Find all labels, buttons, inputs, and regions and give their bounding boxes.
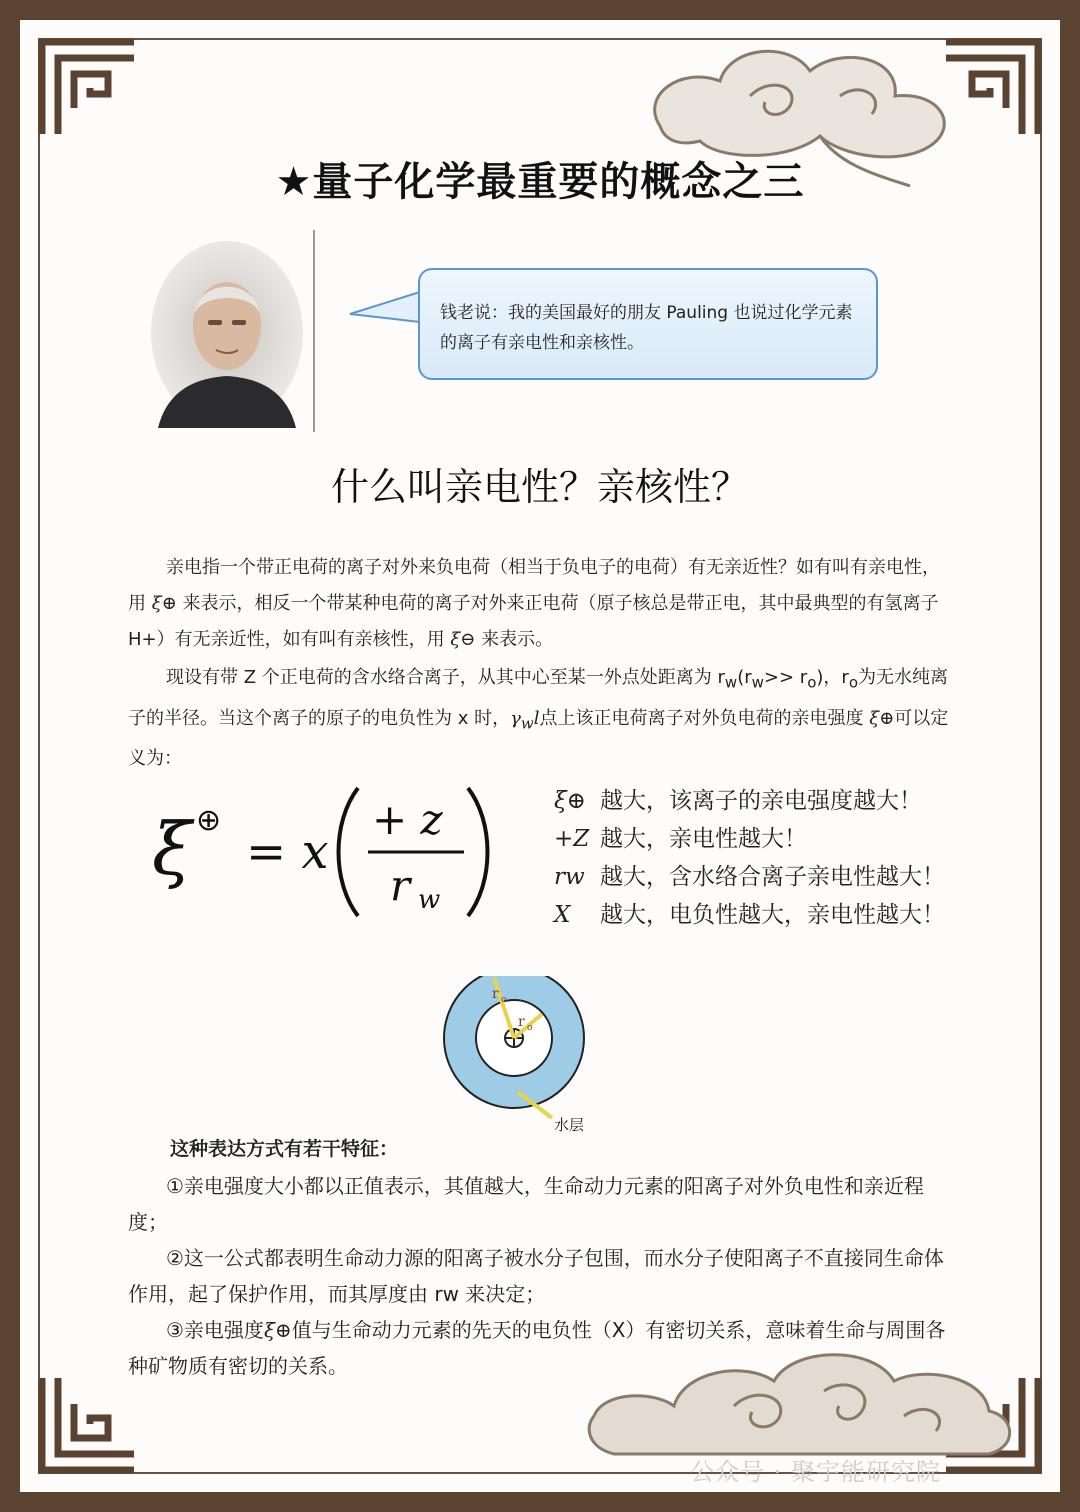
feature-2: ②这一公式都表明生命动力源的阳离子被水分子包围，而水分子使阳离子不直接同生命体作用，起了保护作用，而其厚度由 rw 来决定； — [128, 1246, 944, 1306]
inner-radius-label: r — [518, 1014, 525, 1030]
note-row — [554, 858, 945, 896]
note-key: ξ⊕ — [554, 788, 586, 814]
l-symbol: l — [533, 707, 540, 729]
water-layer-label: 水层 — [554, 1116, 585, 1134]
note-key: X — [554, 902, 571, 928]
outer-radius-sub: o — [501, 995, 507, 1005]
feature-1: ①亲电强度大小都以正值表示，其值越大，生命动力元素的阳离子对外负电性和亲近程度； — [128, 1174, 924, 1234]
paragraph-definition — [128, 550, 954, 658]
hydration-shell-diagram — [430, 976, 620, 1136]
divider-line — [313, 230, 315, 432]
corner-ornament-bl — [38, 1374, 138, 1474]
sub-o-2: o — [848, 673, 859, 692]
formula-denominator: r — [390, 861, 411, 910]
inner-radius-sub: o — [527, 1023, 533, 1033]
feature-3-xi: ξ⊕ — [263, 1318, 292, 1342]
outer-radius-label: r — [492, 986, 499, 1002]
sub-w-3: w — [520, 714, 534, 733]
speech-bubble — [418, 268, 878, 380]
para1-text-a: 亲电指一个带正电荷的离子对外来负电荷（相当于负电子的电荷）有无亲近性？如有叫有亲电性，用 — [128, 557, 940, 614]
para2-text-c: >> r — [763, 667, 808, 688]
feature-3-text-a: ③亲电强度 — [166, 1318, 264, 1342]
para2-text-a: 现设有带 Z 个正电荷的含水络合离子，从其中心至某一外点处距离为 r — [166, 667, 725, 688]
left-paren — [339, 788, 359, 916]
note-row — [554, 782, 945, 820]
para2-text-d: )，r — [816, 667, 849, 688]
formula-xi: ξ — [152, 807, 192, 891]
speech-text: 钱老说：我的美国最好的朋友 Pauling 也说过化学元素的离子有亲电性和亲核性。 — [440, 303, 853, 353]
note-row — [554, 820, 945, 858]
sub-w-2: w — [751, 673, 764, 692]
para2-text-f: 点上该正电荷离子对外负电荷的亲电强度 — [539, 707, 864, 729]
feature-3-text-b: 值与生命动力元素的先天的电负性（X）有密切关系，意味着生命与周围各种矿物质有密切的关系。 — [128, 1318, 946, 1378]
xi-minus-symbol: ξ⊖ — [450, 629, 476, 650]
note-key: +Z — [554, 826, 590, 852]
speech-tail — [348, 288, 424, 332]
formula-eq: = x — [246, 824, 329, 880]
gamma-symbol: γ — [510, 707, 521, 729]
formula-electrophilicity — [150, 782, 510, 922]
para2-text-b: (r — [737, 667, 752, 688]
portrait-photo — [148, 238, 306, 428]
sub-o: o — [807, 673, 817, 692]
corner-ornament-tl — [38, 38, 138, 138]
note-row — [554, 896, 945, 934]
xi-plus-symbol-2: ξ⊕ — [869, 707, 895, 729]
right-paren — [468, 788, 488, 916]
feature-3 — [128, 1312, 954, 1384]
para1-text-c: 来表示。 — [481, 629, 554, 650]
section-heading: 什么叫亲电性？亲核性？ — [330, 465, 749, 509]
note-key: rw — [554, 864, 585, 890]
note-text: 越大，电负性越大，亲电性越大！ — [600, 902, 945, 928]
note-text: 越大，该离子的亲电强度越大！ — [600, 788, 922, 814]
features-heading: 这种表达方式有若干特征： — [170, 1138, 399, 1160]
formula-numerator: + z — [372, 795, 443, 844]
watermark: 公众号 · 聚宇能研究院 — [690, 1458, 941, 1486]
note-text: 越大，含水络合离子亲电性越大！ — [600, 864, 945, 890]
para1-text-b: 来表示，相反一个带某种电荷的离子对外来正电荷（原子核总是带正电，其中最典型的有氢离子 H+）有无亲近性，如有叫有亲核性，用 — [128, 593, 939, 650]
formula-sup: ⊕ — [196, 803, 222, 838]
formula-notes — [554, 782, 945, 934]
xi-plus-symbol: ξ⊕ — [151, 593, 177, 614]
para2-text-g: 可以定义为： — [128, 707, 949, 770]
page-title: ★量子化学最重要的概念之三 — [275, 159, 805, 205]
formula-denominator-sub: w — [418, 885, 441, 915]
para2-text-e: 为无水纯离子的半径。当这个离子的原子的电负性为 x 时， — [128, 667, 949, 729]
sub-w: w — [724, 673, 738, 692]
note-text: 越大，亲电性越大！ — [600, 826, 807, 852]
paragraph-setup — [128, 660, 954, 777]
